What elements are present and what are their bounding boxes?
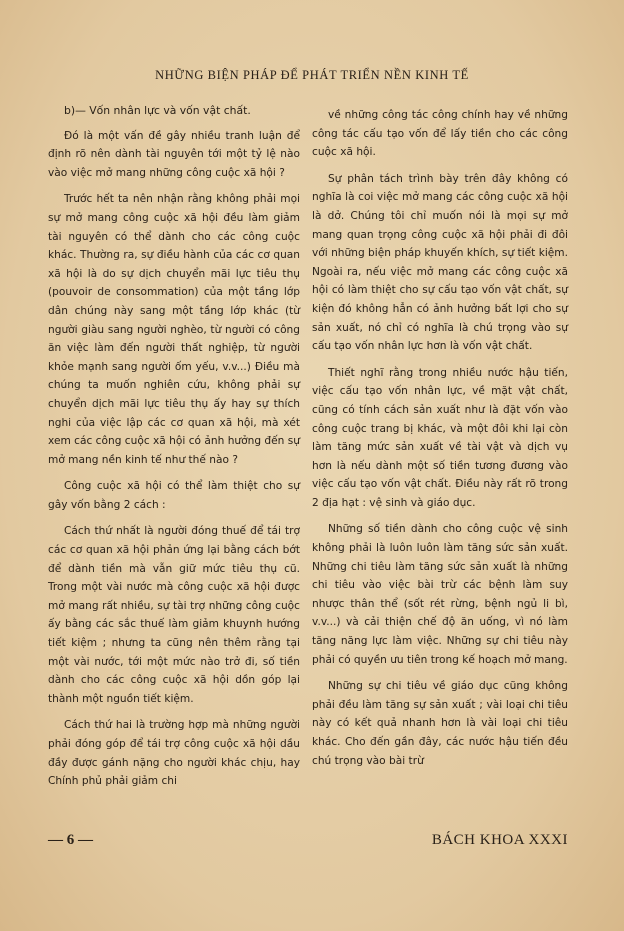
- page-number: — 6 —: [48, 832, 93, 848]
- left-column: [48, 102, 300, 799]
- paragraph: Công cuộc xã hội có thể làm thiệt cho sự gây vốn bằng 2 cách :: [48, 480, 300, 511]
- right-column: [312, 106, 568, 778]
- paragraph: Thiết nghĩ rằng trong nhiều nước hậu tiến, việc cấu tạo vốn nhân lực, về mặt vật chất, cũng có tính cách sản xuất như là đặt vốn vào công cuộc trang bị khác, và một đôi khi lại còn làm tăng mức sản xuất về tài vật và dịch vụ hơn là nếu dành một số tiền tương đương vào việc cấu tạo vốn vật chất. Điều này rất rõ trong 2 địa hạt : vệ sinh và giáo dục.: [312, 366, 568, 509]
- running-title: NHỮNG BIỆN PHÁP ĐỂ PHÁT TRIỂN NỀN KINH TẾ: [155, 68, 469, 82]
- paragraph: Cách thứ hai là trường hợp mà những người phải đóng góp để tái trợ công cuộc xã hội dầu đầy được gánh nặng cho người khác chịu, hay Chính phủ phải giảm chi: [48, 719, 300, 788]
- paragraph: Những số tiền dành cho công cuộc vệ sinh không phải là luôn luôn làm tăng sức sản xuất. Những chi tiêu làm tăng sức sản xuất là những chi tiêu vào việc bài trừ các bệnh làm suy nhược thân thể (sốt rét rừng, bệnh ngủ li bì, v.v...) và cải thiện chế độ ăn uống, vì nó làm tăng năng lực làm việc. Những sự chi tiêu này phải có quyền ưu tiên trong kế hoạch mở mang.: [312, 523, 568, 666]
- paragraph: Đó là một vấn đề gây nhiều tranh luận để định rõ nên dành tài nguyên tới một tỷ lệ nào vào việc mở mang những công cuộc xã hội ?: [48, 129, 300, 179]
- paragraph: Cách thứ nhất là người đóng thuế để tái trợ các cơ quan xã hội phản ứng lại bằng cách bớt để dành tiền mà vẫn giữ mức tiêu thụ cũ. Trong một vài nước mà công cuộc xã hội được mở mang rất nhiều, sự tài trợ những công cuộc ấy bằng các sắc thuế làm giảm khuynh hướng tiết kiệm ; nhưng ta cũng nên thêm rằng tại một vài nước, tới một mức nào trở đi, số tiền dành cho các công cuộc xã hội dồn góp lại thành một nguồn tiết kiệm.: [48, 525, 300, 705]
- paragraph: Sự phân tách trình bày trên đây không có nghĩa là coi việc mở mang các công cuộc xã hội là dở. Chúng tôi chỉ muốn nói là mọi sự mở mang quan trọng công cuộc xã hội phải đi đôi với những biện pháp khuyến khích, sự tiết kiệm. Ngoài ra, nếu việc mở mang các công cuộc xã hội có làm thiệt cho sự cấu tạo vốn vật chất, sự kiện đó không hẳn có ảnh hưởng bất lợi cho sự sản xuất, nó chỉ có nghĩa là chú trọng vào sự cấu tạo vốn nhân lực hơn là vốn vật chất.: [312, 172, 568, 353]
- paragraph: về những công tác công chính hay về những công tác cấu tạo vốn để lấy tiền cho các công cuộc xã hội.: [312, 109, 568, 159]
- section-heading: b)— Vốn nhân lực và vốn vật chất.: [64, 104, 251, 117]
- journal-title: BÁCH KHOA XXXI: [431, 832, 568, 848]
- paragraph: Trước hết ta nên nhận rằng không phải mọi sự mở mang công cuộc xã hội đều làm giảm tài nguyên có thể dành cho các công cuộc khác. Thường ra, sự điều hành của các cơ quan xã hội là do sự dịch chuyển mãi lực tiêu thụ (pouvoir de consommation) của một tầng lớp dân chúng này sang một tầng lớp khác (từ người giàu sang người nghèo, từ người có công ăn việc làm đến người thất nghiệp, từ người khỏe mạnh sang người ốm yếu, v.v...) Điều mà chúng ta muốn nghiên cứu, không phải sự chuyển dịch mãi lực tiêu thụ ấy hay sự thích nghi của việc lập các cơ quan xã hội, mà xét xem các công cuộc xã hội có ảnh hưởng đến sự mở mang nền kinh tế như thế nào ?: [48, 193, 300, 466]
- paragraph: Những sự chi tiêu về giáo dục cũng không phải đều làm tăng sự sản xuất ; vài loại chi tiêu này có kết quả nhanh hơn là vài loại chi tiêu khác. Cho đến gần đây, các nước hậu tiến đều chú trọng vào bài trừ: [312, 680, 568, 767]
